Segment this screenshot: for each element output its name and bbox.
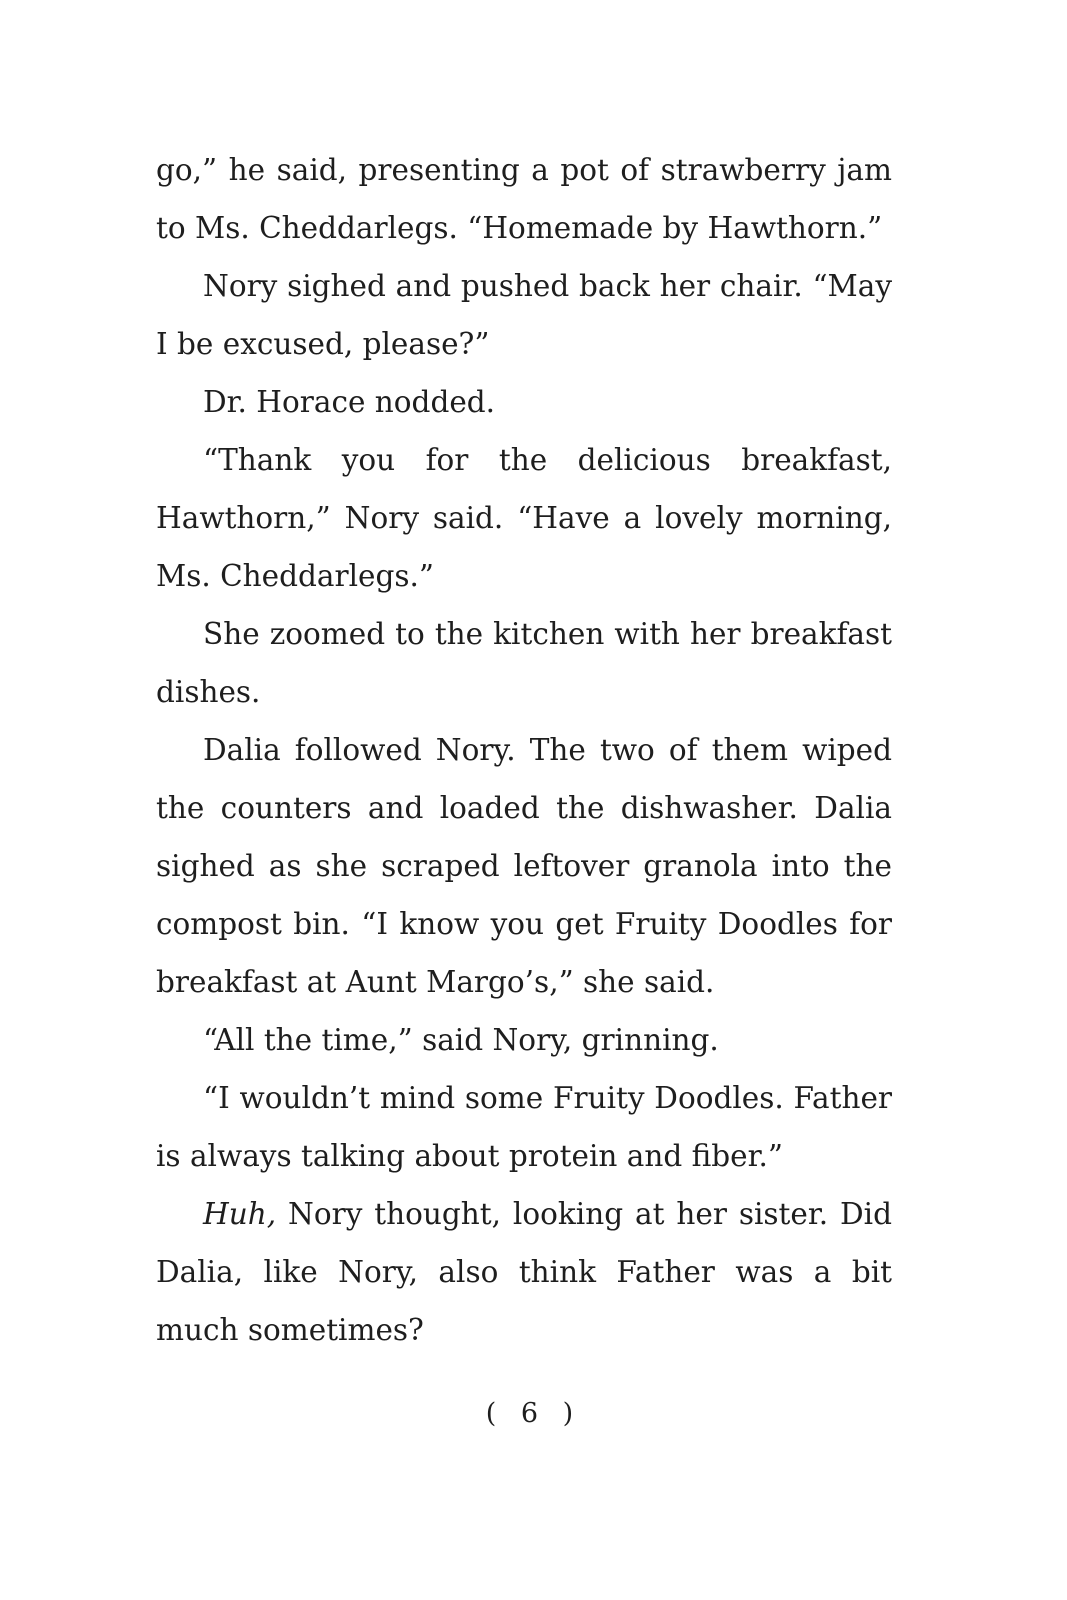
paragraph: “All the time,” said Nory, grinning. — [203, 1023, 719, 1057]
body-text — [156, 141, 892, 1359]
paragraph: Dr. Horace nodded. — [203, 385, 496, 419]
paragraph-rest: Nory thought, looking at her sister. Did Dalia, like Nory, also think Father was a bit much sometimes? — [156, 1197, 892, 1347]
paragraph-continuation: go,” he said, presenting a pot of strawberry jam to Ms. Cheddarlegs. “Homemade by Hawthorn.” — [156, 153, 892, 245]
paragraph: Dalia followed Nory. The two of them wiped the counters and loaded the dishwasher. Dalia sighed as she scraped leftover granola into the compost bin. “I know you get Fruity Doodles for breakfast at Aunt Margo’s,” she said. — [156, 733, 892, 999]
page-number: ( 6 ) — [485, 1398, 582, 1429]
paragraph: “Thank you for the delicious breakfast, Hawthorn,” Nory said. “Have a lovely morning, Ms. Cheddarlegs.” — [156, 443, 892, 593]
paragraph: Nory sighed and pushed back her chair. “May I be excused, please?” — [156, 269, 892, 361]
italic-word: Huh, — [203, 1197, 277, 1231]
paragraph: She zoomed to the kitchen with her breakfast dishes. — [156, 617, 892, 709]
paragraph: “I wouldn’t mind some Fruity Doodles. Father is always talking about protein and fiber.” — [156, 1081, 892, 1173]
paragraph — [156, 1185, 892, 1359]
